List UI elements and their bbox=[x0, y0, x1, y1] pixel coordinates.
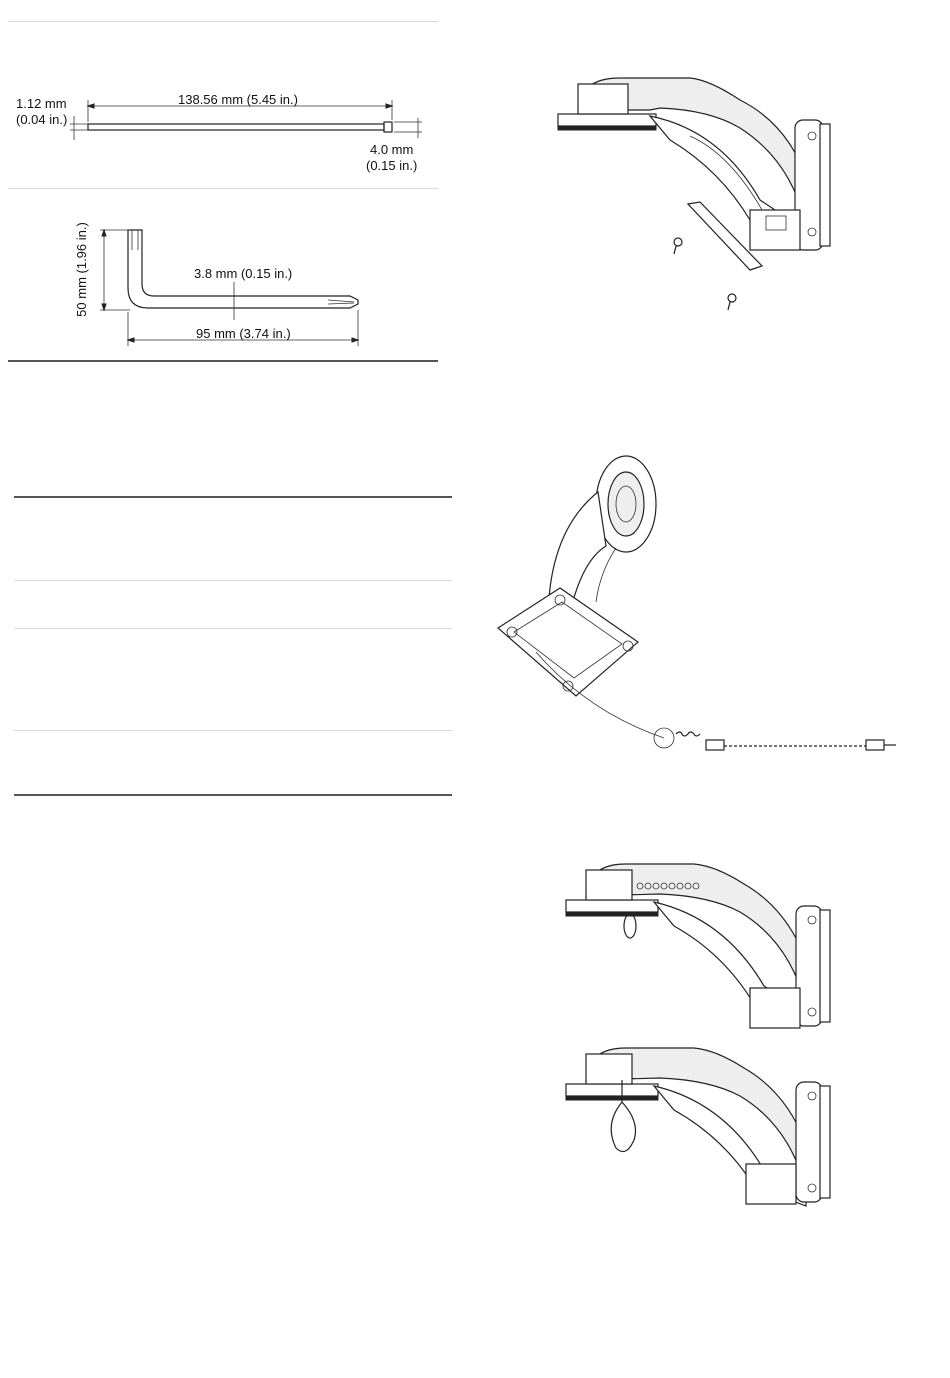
flat-key-tip bbox=[384, 122, 392, 132]
bracket-carabiner-hung-svg bbox=[560, 1040, 840, 1210]
bracket-carabiner-open-figure bbox=[560, 856, 840, 1036]
table-row bbox=[14, 498, 452, 580]
table-bottom-rule bbox=[14, 794, 452, 796]
bracket-cover-svg bbox=[550, 70, 840, 320]
bracket-carabiner-open-svg bbox=[560, 856, 840, 1036]
l-key-diameter-label: 3.8 mm (0.15 in.) bbox=[194, 266, 293, 281]
bracket-tether-figure bbox=[488, 452, 898, 762]
table-row bbox=[14, 732, 452, 794]
flat-key-tip-in-label: (0.15 in.) bbox=[366, 158, 418, 173]
l-key-drawing bbox=[8, 190, 438, 360]
bracket-tether-svg bbox=[488, 452, 898, 762]
flat-key-tip-label: 4.0 mm bbox=[370, 142, 414, 157]
table-row-divider bbox=[14, 628, 452, 629]
bracket-carabiner-hung-figure bbox=[560, 1040, 840, 1210]
screw-icon bbox=[674, 238, 682, 254]
table-row bbox=[14, 630, 452, 730]
table-row bbox=[14, 582, 452, 628]
l-key-length-label: 95 mm (3.74 in.) bbox=[196, 326, 291, 341]
flat-key-thickness-label: 1.12 mm bbox=[16, 96, 67, 111]
flat-key-body bbox=[88, 124, 384, 130]
flat-key-drawing bbox=[8, 22, 438, 188]
coil-icon bbox=[654, 728, 700, 748]
spec-table bbox=[14, 496, 452, 796]
l-key-height-label: 50 mm (1.96 in.) bbox=[73, 222, 89, 317]
bracket-cover-figure bbox=[550, 70, 840, 320]
screw-icon bbox=[728, 294, 736, 310]
flat-key-thickness-in-label: (0.04 in.) bbox=[16, 112, 68, 127]
tools-bottom-rule bbox=[8, 360, 438, 362]
table-row-divider bbox=[14, 730, 452, 731]
table-row-divider bbox=[14, 580, 452, 581]
flat-key-length-label: 138.56 mm (5.45 in.) bbox=[178, 92, 298, 107]
carabiner-icon bbox=[624, 914, 636, 938]
mid-rule bbox=[8, 188, 438, 189]
